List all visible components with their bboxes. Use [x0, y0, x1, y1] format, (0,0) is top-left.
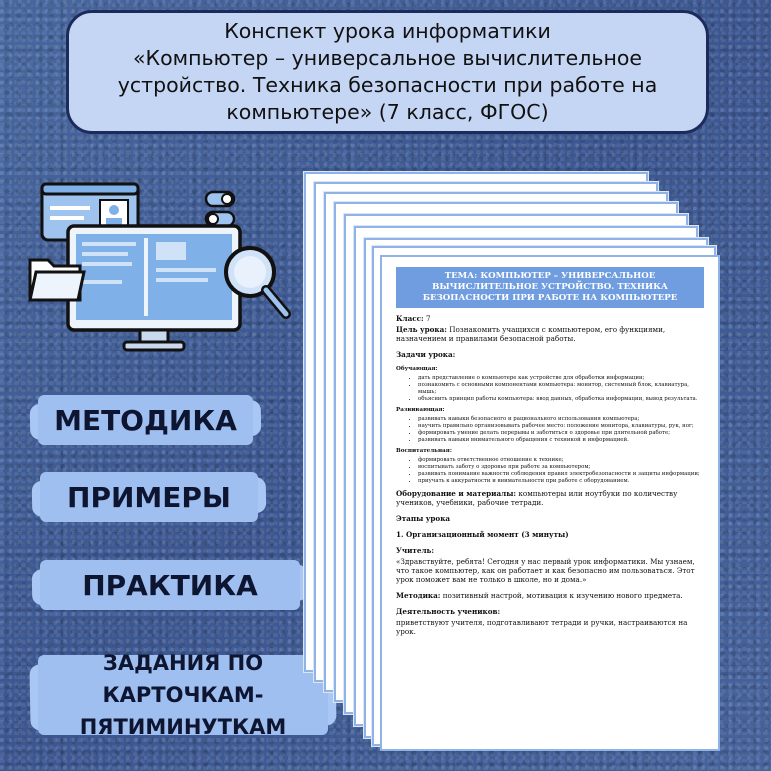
label-primery: ПРИМЕРЫ	[40, 472, 258, 522]
equip-text: компьютеры или ноутбуки по количеству учеников, учебники, рабочие тетради.	[396, 489, 678, 507]
teacher-text: «Здравствуйте, ребята! Сегодня у нас первый урок информатики. Мы узнаем, что такое компьютер, как он работает и как безопасно им пользоваться. Этот урок поможет вам не только в школе, но и дома.»	[396, 557, 695, 584]
class-label: Класс:	[396, 314, 424, 323]
label-praktika: ПРАКТИКА	[40, 560, 300, 610]
vos-list	[396, 457, 704, 485]
list-item: • развивать навыки безопасного и рационального использования компьютера;	[418, 416, 704, 423]
students-label: Деятельность учеников:	[396, 607, 501, 616]
list-item: • познакомить с основными компонентами компьютера: монитор, системный блок, клавиатура, мышь;	[418, 382, 704, 396]
toggle-switch-icon	[206, 192, 234, 226]
goal-label: Цель урока:	[396, 325, 447, 334]
title-line-4: компьютере» (7 класс, ФГОС)	[226, 100, 549, 124]
stages-title: Этапы урока	[396, 514, 451, 523]
list-item: • приучать к аккуратности и внимательности при работе с оборудованием.	[418, 478, 704, 485]
class-value: 7	[425, 314, 431, 323]
label-zadaniya-line1: ЗАДАНИЯ ПО КАРТОЧКАМ-	[102, 651, 264, 707]
dev-title: Развивающая:	[396, 407, 445, 413]
students-text: приветствуют учителя, подготавливают тетради и ручки, настраиваются на урок.	[396, 618, 688, 636]
stage1-title: 1. Организационный момент (3 минуты)	[396, 530, 569, 539]
label-zadaniya-line2: ПЯТИМИНУТКАМ	[79, 715, 287, 739]
folder-icon	[30, 260, 84, 300]
list-item: • формировать умение делать перерывы и заботиться о здоровье при длительной работе;	[418, 430, 704, 437]
dev-list	[396, 416, 704, 444]
monitor-icon	[68, 226, 240, 350]
list-item: • развивать понимание важности соблюдения правил электробезопасности и защиты информации;	[418, 471, 704, 478]
tasks-title: Задачи урока:	[396, 350, 456, 359]
label-metodika: МЕТОДИКА	[38, 395, 253, 445]
title-line-3: устройство. Техника безопасности при работе на	[117, 73, 658, 97]
teacher-label: Учитель:	[396, 546, 435, 555]
equip-label: Оборудование и материалы:	[396, 489, 517, 498]
vos-title: Воспитательная:	[396, 448, 452, 454]
edu-list	[396, 375, 704, 403]
title-box	[66, 10, 709, 134]
goal-text: Познакомить учащихся с компьютером, его функциями, назначением и правилами безопасной работы.	[396, 325, 666, 343]
label-zadaniya	[38, 651, 328, 739]
document-page	[380, 255, 720, 751]
list-item: • формировать ответственное отношение к технике;	[418, 457, 704, 464]
list-item: • научить правильно организовывать рабочее место: положение монитора, клавиатуры, рук, ног;	[418, 423, 704, 430]
list-item: • развивать навыки внимательного обращения с техникой и информацией.	[418, 437, 704, 444]
computer-illustration	[28, 180, 293, 360]
title-line-1: Конспект урока информатики	[224, 19, 551, 43]
list-item: • дать представление о компьютере как устройстве для обработки информации;	[418, 375, 704, 382]
method-text: позитивный настрой, мотивация к изучению нового предмета.	[442, 591, 683, 600]
title-line-2: «Компьютер – универсальное вычислительное	[132, 46, 643, 70]
edu-title: Обучающая:	[396, 366, 438, 372]
list-item: • объяснить принцип работы компьютера: ввод данных, обработка информации, вывод результата.	[418, 396, 704, 403]
document-heading: ТЕМА: КОМПЬЮТЕР – УНИВЕРСАЛЬНОЕ ВЫЧИСЛИТЕЛЬНОЕ УСТРОЙСТВО. ТЕХНИКА БЕЗОПАСНОСТИ ПРИ РАБОТЕ НА КОМПЬЮТЕРЕ	[396, 267, 704, 308]
list-item: • воспитывать заботу о здоровье при работе за компьютером;	[418, 464, 704, 471]
method-label: Методика:	[396, 591, 441, 600]
